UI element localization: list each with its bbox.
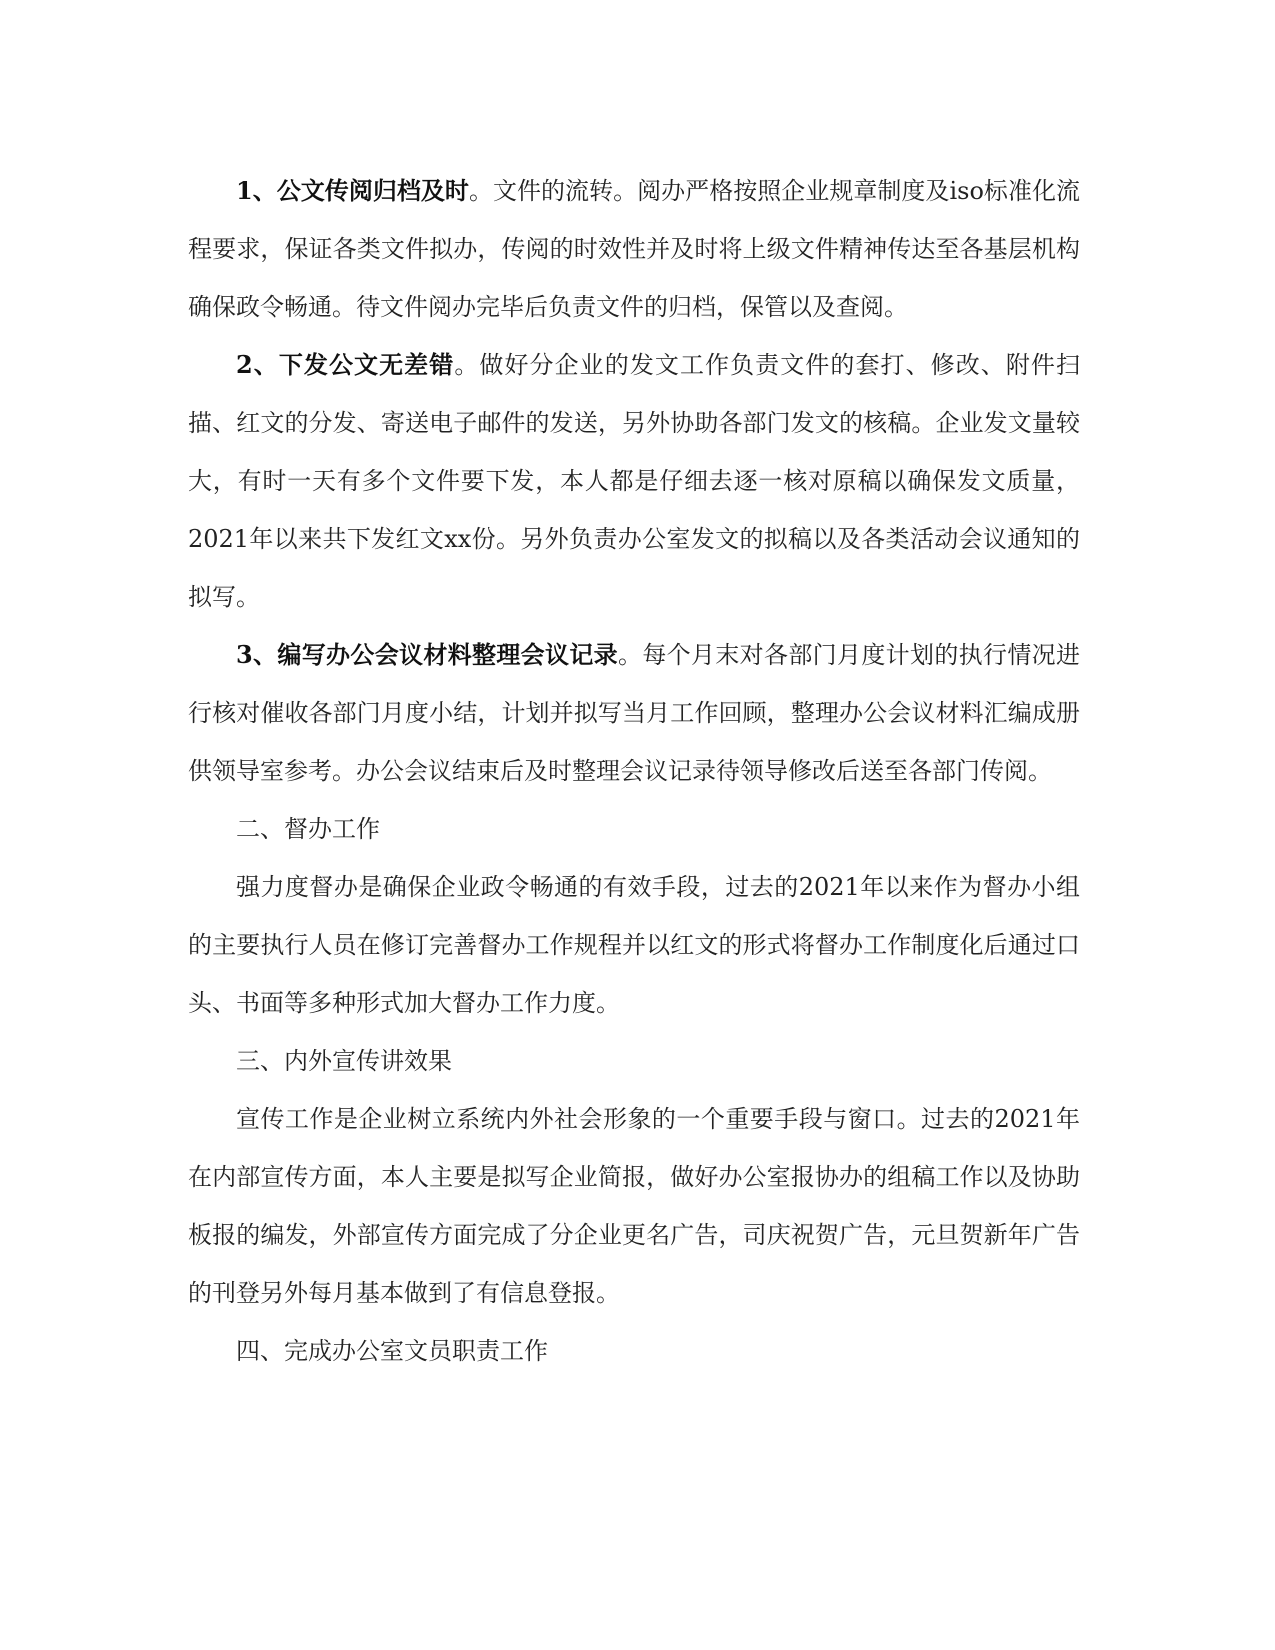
section-text-supervision: 强力度督办是确保企业政令畅通的有效手段，过去的2021年以来作为督办小组的主要执行人员在修订完善督办工作规程并以红文的形式将督办工作制度化后通过口头、书面等多种形式加大督办工作力度。 [188,873,1080,1017]
paragraph-text-3: 。每个月末对各部门月度计划的执行情况进行核对催收各部门月度小结，计划并拟写当月工作回顾，整理办公会议材料汇编成册供领导室参考。办公会议结束后及时整理会议记录待领导修改后送至各部门传阅。 [188,641,1080,785]
section-heading-clerk-duties: 四、完成办公室文员职责工作 [236,1337,548,1365]
paragraph-item-3 [188,626,1080,800]
section-heading-publicity: 三、内外宣传讲效果 [236,1047,452,1075]
paragraph-lead-3: 3、编写办公会议材料整理会议记录 [236,640,619,669]
paragraph-item-2 [188,336,1080,626]
paragraph-lead-2: 2、下发公文无差错 [236,350,455,379]
paragraph-item-1 [188,162,1080,336]
section-heading-supervision: 二、督办工作 [236,815,380,843]
document-body [188,162,1080,1380]
paragraph-text-1: 。文件的流转。阅办严格按照企业规章制度及iso标准化流程要求，保证各类文件拟办，传阅的时效性并及时将上级文件精神传达至各基层机构确保政令畅通。待文件阅办完毕后负责文件的归档，保管以及查阅。 [188,177,1080,321]
paragraph-text-2: 。做好分企业的发文工作负责文件的套打、修改、附件扫描、红文的分发、寄送电子邮件的发送，另外协助各部门发文的核稿。企业发文量较大，有时一天有多个文件要下发，本人都是仔细去逐一核对原稿以确保发文质量，2021年以来共下发红文xx份。另外负责办公室发文的拟稿以及各类活动会议通知的拟写。 [188,351,1080,611]
paragraph-lead-1: 1、公文传阅归档及时 [236,176,469,205]
section-text-publicity: 宣传工作是企业树立系统内外社会形象的一个重要手段与窗口。过去的2021年在内部宣传方面，本人主要是拟写企业简报，做好办公室报协办的组稿工作以及协助板报的编发，外部宣传方面完成了分企业更名广告，司庆祝贺广告，元旦贺新年广告的刊登另外每月基本做到了有信息登报。 [188,1105,1080,1307]
